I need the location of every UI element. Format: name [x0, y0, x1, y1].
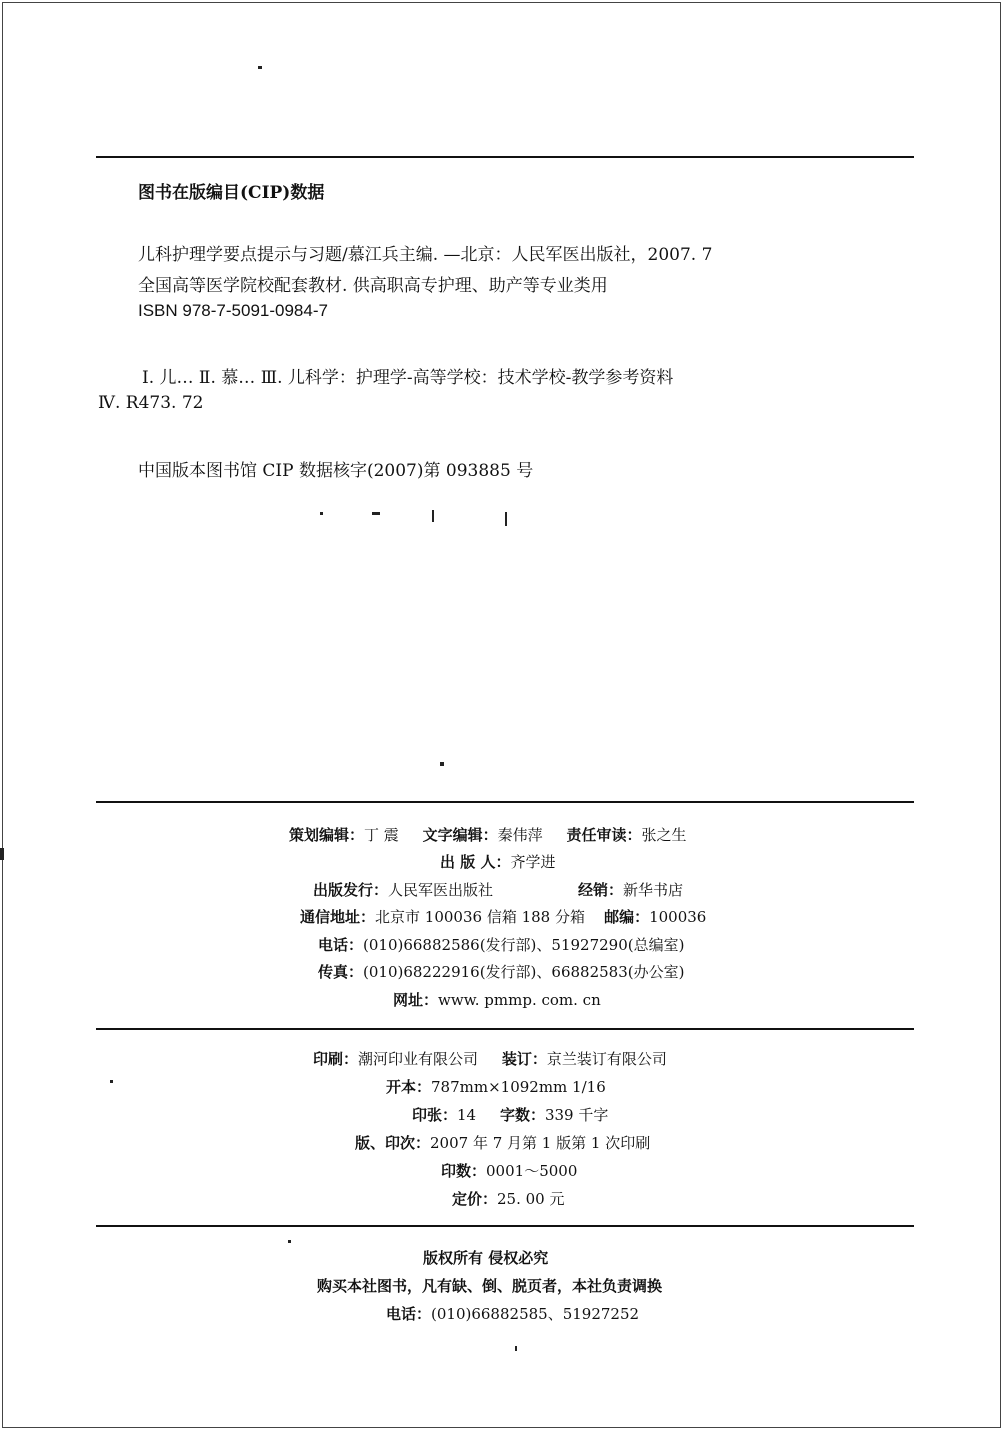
words-value: 339 千字	[544, 1106, 609, 1124]
page-border	[2, 2, 1001, 1428]
printer-value: 潮河印业有限公司	[358, 1050, 479, 1068]
distributor-value: 新华书店	[623, 881, 684, 899]
printing-edition-line	[355, 1132, 650, 1153]
postcode-label: 邮编：	[604, 908, 650, 926]
distributor-label: 经销：	[578, 881, 624, 899]
format-label: 开本：	[386, 1078, 432, 1096]
sheets-label: 印张：	[412, 1106, 458, 1124]
editor-value: 丁 震	[364, 826, 399, 844]
binder-label: 装订：	[501, 1050, 547, 1068]
scan-speck	[505, 512, 507, 526]
credits-web-line	[393, 989, 601, 1010]
text-editor-value: 秦伟萍	[497, 826, 543, 844]
rule-credits	[96, 801, 914, 803]
credits-publisher-person-line	[440, 851, 555, 872]
words-label: 字数：	[499, 1106, 545, 1124]
scan-speck	[320, 512, 323, 515]
credits-editors-line	[289, 824, 687, 845]
cip-heading: 图书在版编目(CIP)数据	[138, 183, 325, 203]
cip-subjects: Ⅰ. 儿… Ⅱ. 慕… Ⅲ. 儿科学：护理学-高等学校：技术学校-教学参考资料	[142, 368, 674, 388]
edition-value: 2007 年 7 月第 1 版第 1 次印刷	[430, 1134, 651, 1152]
proof-value: 张之生	[641, 826, 687, 844]
price-label: 定价：	[452, 1190, 498, 1208]
fax-value: (010)68222916(发行部)、66882583(办公室)	[363, 963, 685, 981]
publisher-person-value: 齐学进	[510, 853, 556, 871]
address-value: 北京市 100036 信箱 188 分箱	[375, 908, 585, 926]
rights-phone-label: 电话：	[386, 1305, 432, 1323]
publisher-label: 出版发行：	[313, 881, 389, 899]
rights-phone-line	[386, 1303, 639, 1324]
sheets-value: 14	[457, 1106, 477, 1124]
rule-top	[96, 156, 914, 158]
printing-printer-line	[313, 1048, 667, 1069]
credits-publisher-line	[313, 879, 493, 900]
cip-record: 中国版本图书馆 CIP 数据核字(2007)第 093885 号	[138, 461, 534, 481]
phone-value: (010)66882586(发行部)、51927290(总编室)	[363, 936, 685, 954]
credits-address-line	[300, 906, 706, 927]
credits-phone-line	[318, 934, 684, 955]
proof-label: 责任审读：	[566, 826, 642, 844]
scan-speck	[440, 762, 444, 766]
scan-speck	[258, 66, 262, 69]
postcode-value: 100036	[649, 908, 707, 926]
printing-price-line	[452, 1188, 565, 1209]
scan-speck	[110, 1080, 113, 1083]
binder-value: 京兰装订有限公司	[546, 1050, 667, 1068]
web-label: 网址：	[393, 991, 439, 1009]
scan-speck	[432, 510, 434, 522]
credits-distributor-line	[578, 879, 683, 900]
cip-classification: Ⅳ. R473. 72	[98, 393, 204, 413]
rule-rights	[96, 1225, 914, 1227]
rule-printing	[96, 1028, 914, 1030]
edition-label: 版、印次：	[355, 1134, 431, 1152]
printing-sheets-line	[412, 1104, 608, 1125]
text-editor-label: 文字编辑：	[422, 826, 498, 844]
phone-label: 电话：	[318, 936, 364, 954]
credits-fax-line	[318, 961, 684, 982]
address-label: 通信地址：	[300, 908, 376, 926]
format-value: 787mm×1092mm 1/16	[431, 1078, 606, 1096]
printing-format-line	[386, 1076, 606, 1097]
cip-title-line: 儿科护理学要点提示与习题/慕江兵主编. —北京：人民军医出版社，2007. 7	[138, 245, 713, 265]
price-value: 25. 00 元	[497, 1190, 565, 1208]
copies-label: 印数：	[441, 1162, 487, 1180]
scan-speck	[372, 512, 380, 515]
editor-label: 策划编辑：	[289, 826, 365, 844]
cip-series-line: 全国高等医学院校配套教材. 供高职高专护理、助产等专业类用	[138, 276, 608, 296]
publisher-person-label: 出 版 人：	[440, 853, 511, 871]
scan-speck	[288, 1240, 291, 1243]
web-value: www. pmmp. com. cn	[438, 991, 601, 1009]
scan-speck	[515, 1346, 517, 1351]
copies-value: 0001～5000	[486, 1162, 578, 1180]
printing-copies-line	[441, 1160, 577, 1181]
scan-speck	[0, 848, 4, 860]
rights-phone-value: (010)66882585、51927252	[431, 1305, 640, 1323]
rights-notice: 购买本社图书，凡有缺、倒、脱页者，本社负责调换	[317, 1277, 663, 1295]
rights-title: 版权所有 侵权必究	[423, 1249, 549, 1267]
printer-label: 印刷：	[313, 1050, 359, 1068]
publisher-value: 人民军医出版社	[388, 881, 494, 899]
cip-isbn: ISBN 978-7-5091-0984-7	[138, 301, 328, 320]
fax-label: 传真：	[318, 963, 364, 981]
